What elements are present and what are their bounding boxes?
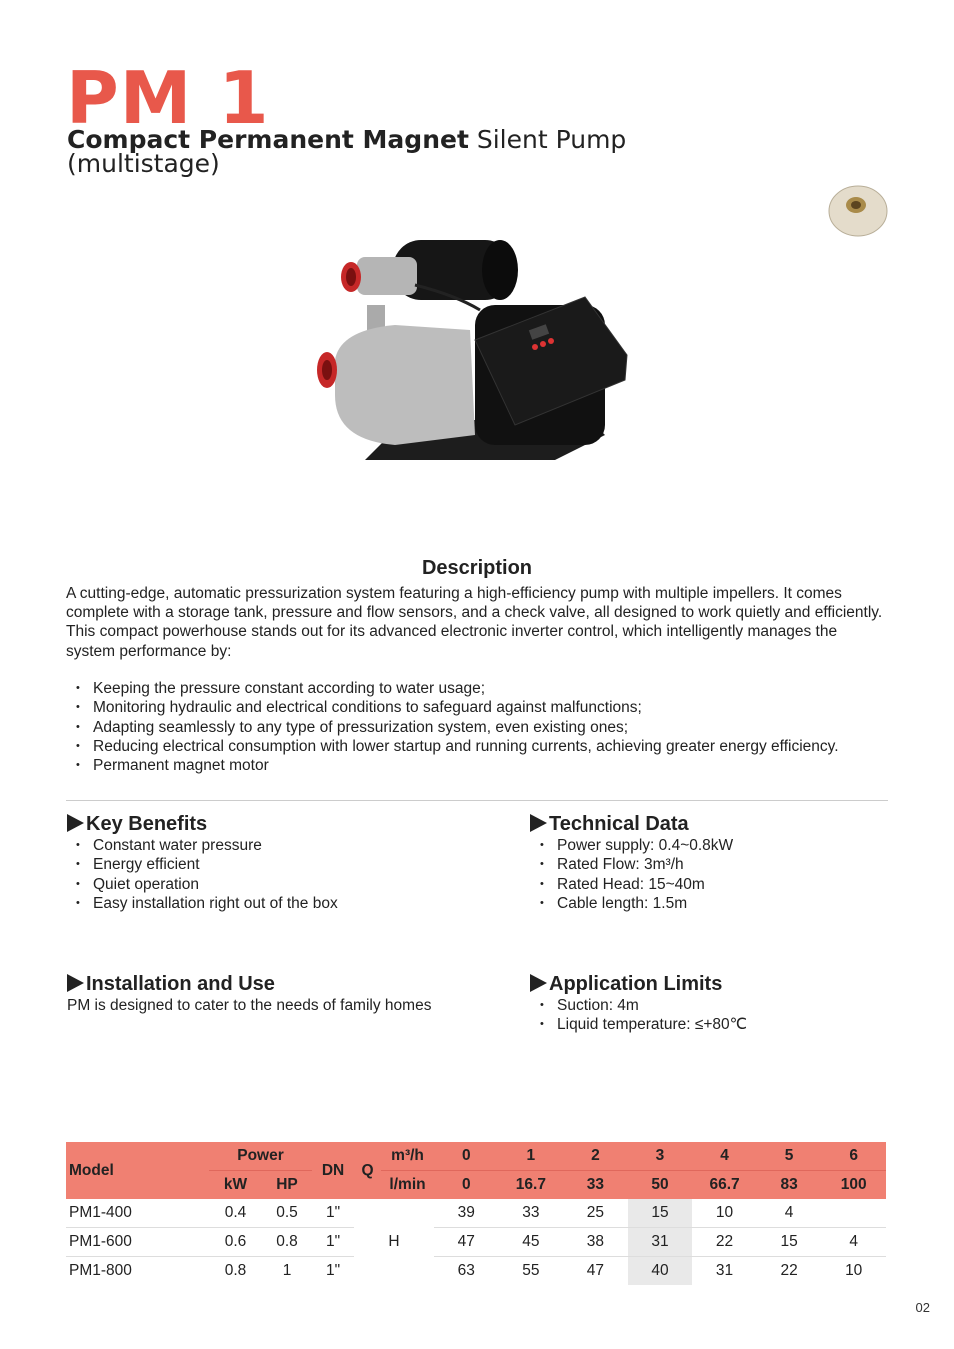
list-item: • Keeping the pressure constant according to water usage; <box>66 679 839 698</box>
header-unit-lmin: l/min <box>381 1171 434 1200</box>
list-item: • Permanent magnet motor <box>66 756 839 775</box>
header-flow-lmin: 0 <box>434 1171 499 1200</box>
table-row <box>66 1199 886 1228</box>
model-cell: PM1-400 <box>66 1199 209 1228</box>
head-value-cell: 47 <box>586 1262 605 1279</box>
head-value-cell: 22 <box>692 1228 757 1257</box>
header-hp: HP <box>262 1171 312 1200</box>
list-item: • Rated Flow: 3m³/h <box>530 855 733 874</box>
head-value-cell: 38 <box>563 1228 628 1257</box>
product-title: PM 1 <box>66 56 270 140</box>
triangle-bullet-icon <box>67 814 84 832</box>
head-value-cell: 15 <box>628 1199 693 1228</box>
header-kw: kW <box>209 1171 262 1200</box>
subtitle-line2: (multistage) <box>67 149 220 178</box>
divider <box>66 800 888 801</box>
header-flow: 2 <box>563 1142 628 1171</box>
list-item: • Easy installation right out of the box <box>66 894 338 913</box>
list-item: • Quiet operation <box>66 875 338 894</box>
model-cell: PM1-600 <box>66 1228 209 1257</box>
pump-image <box>305 235 635 485</box>
head-value-cell: 39 <box>434 1199 499 1228</box>
subtitle-bold: Compact Permanent Magnet <box>67 125 469 154</box>
technical-data-section <box>530 812 733 913</box>
kw-cell: 0.8 <box>224 1262 247 1279</box>
header-dn: DN <box>312 1142 354 1199</box>
technical-data-heading: Technical Data <box>549 813 689 835</box>
hp-cell: 0.5 <box>262 1199 312 1228</box>
triangle-bullet-icon <box>530 814 547 832</box>
head-value-cell: 31 <box>628 1228 693 1257</box>
head-value-cell: 4 <box>821 1228 886 1257</box>
hp-cell: 1 <box>282 1262 292 1279</box>
list-item: • Constant water pressure <box>66 836 338 855</box>
header-model: Model <box>66 1142 209 1199</box>
kw-cell: 0.6 <box>209 1228 262 1257</box>
head-value-cell: 33 <box>499 1199 564 1228</box>
list-item: • Rated Head: 15~40m <box>530 875 733 894</box>
key-benefits-heading: Key Benefits <box>86 813 208 835</box>
page-number: 02 <box>915 1300 930 1315</box>
description-list <box>66 679 839 775</box>
application-limits-heading: Application Limits <box>549 973 723 995</box>
head-value-cell: 25 <box>563 1199 628 1228</box>
head-value-cell: 4 <box>757 1199 822 1228</box>
head-value-cell: 45 <box>499 1228 564 1257</box>
table-row <box>66 1228 886 1257</box>
list-item: • Cable length: 1.5m <box>530 894 733 913</box>
list-item: • Suction: 4m <box>530 996 747 1015</box>
product-subtitle <box>67 125 627 178</box>
header-flow-lmin: 83 <box>757 1171 822 1200</box>
head-value-cell: 15 <box>757 1228 822 1257</box>
kw-cell: 0.4 <box>209 1199 262 1228</box>
subtitle-regular: Silent Pump <box>468 125 627 154</box>
list-item: • Power supply: 0.4~0.8kW <box>530 836 733 855</box>
list-item: • Energy efficient <box>66 855 338 874</box>
head-value-cell <box>821 1199 886 1228</box>
head-value-cell: 10 <box>692 1199 757 1228</box>
table-row <box>66 1257 886 1286</box>
head-value-cell: 63 <box>457 1262 475 1279</box>
head-value-cell: 55 <box>522 1262 540 1279</box>
key-benefits-section <box>67 812 338 913</box>
header-q: Q <box>354 1142 381 1199</box>
header-flow: 3 <box>628 1142 693 1171</box>
head-value-cell: 40 <box>628 1257 693 1286</box>
header-flow: 1 <box>499 1142 564 1171</box>
header-unit-m3h: m³/h <box>381 1142 434 1171</box>
head-value-cell: 47 <box>434 1228 499 1257</box>
list-item: • Liquid temperature: ≤+80℃ <box>530 1015 747 1034</box>
header-flow-lmin: 33 <box>563 1171 628 1200</box>
header-flow-lmin: 66.7 <box>692 1171 757 1200</box>
triangle-bullet-icon <box>67 974 84 992</box>
list-item: • Adapting seamlessly to any type of pressurization system, even existing ones; <box>66 718 839 737</box>
head-value-cell: 22 <box>780 1262 798 1279</box>
header-flow-lmin: 16.7 <box>499 1171 564 1200</box>
application-limits-section <box>530 972 747 1035</box>
description-heading: Description <box>421 557 533 579</box>
dn-cell: 1" <box>312 1199 354 1228</box>
installation-heading: Installation and Use <box>86 973 275 995</box>
header-flow: 0 <box>434 1142 499 1171</box>
header-flow: 4 <box>692 1142 757 1171</box>
installation-text: PM is designed to cater to the needs of family homes <box>67 997 432 1014</box>
description-paragraph: A cutting-edge, automatic pressurization system featuring a high-efficiency pump with multiple impellers. It comes complete with a storage tank, pressure and flow sensors, and a check valve, all designed to work quietly and efficiently. This compact powerhouse stands out for its advanced electronic inverter control, which intelligently manages the system performance by: <box>66 585 883 660</box>
triangle-bullet-icon <box>530 974 547 992</box>
performance-table <box>66 1142 886 1285</box>
head-label-cell: H <box>388 1233 400 1250</box>
header-flow-lmin: 50 <box>628 1171 693 1200</box>
list-item: • Monitoring hydraulic and electrical conditions to safeguard against malfunctions; <box>66 698 839 717</box>
hp-cell: 0.8 <box>262 1228 312 1257</box>
header-flow: 5 <box>757 1142 822 1171</box>
head-value-cell: 10 <box>845 1262 863 1279</box>
header-flow: 6 <box>821 1142 886 1171</box>
model-cell: PM1-800 <box>69 1262 132 1279</box>
head-value-cell: 31 <box>715 1262 734 1279</box>
dn-cell: 1" <box>325 1262 341 1279</box>
installation-section <box>67 972 431 1015</box>
impeller-image <box>826 183 890 239</box>
list-item: • Reducing electrical consumption with lower startup and running currents, achieving greater energy efficiency. <box>66 737 839 756</box>
dn-cell: 1" <box>312 1228 354 1257</box>
header-flow-lmin: 100 <box>821 1171 886 1200</box>
header-power: Power <box>209 1142 312 1171</box>
